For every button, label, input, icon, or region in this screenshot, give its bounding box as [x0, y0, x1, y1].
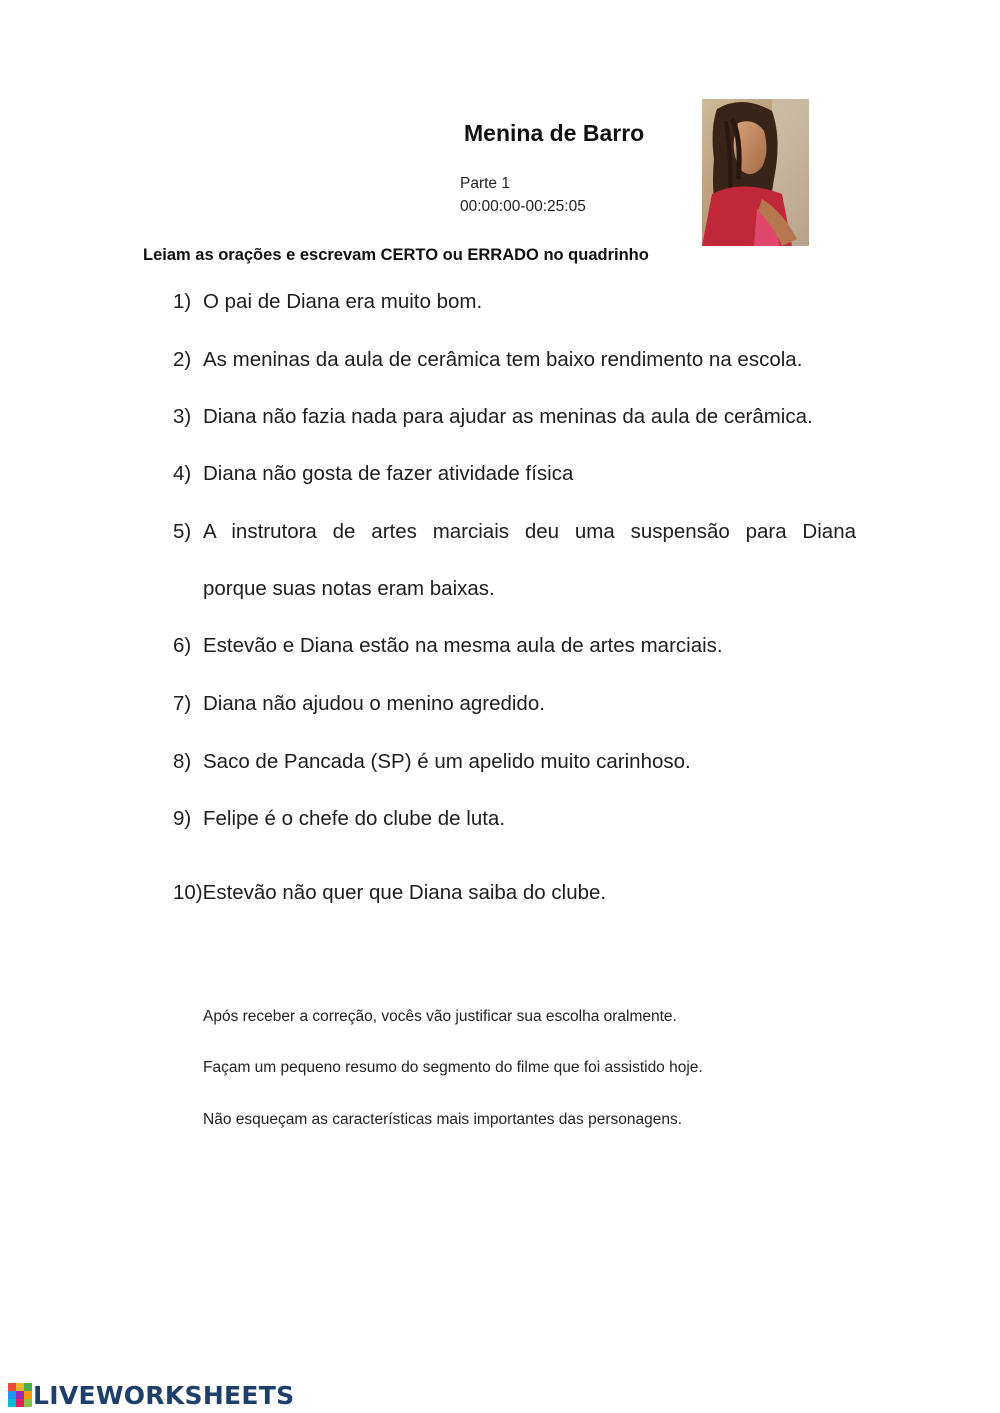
item-text: Estevão não quer que Diana saiba do clube.: [202, 881, 607, 904]
worksheet-title: Menina de Barro: [464, 120, 645, 146]
item-text: As meninas da aula de cerâmica tem baixo rendimento na escola.: [203, 348, 803, 371]
girl-portrait-photo: [702, 99, 809, 246]
note-text: Não esqueçam as características mais importantes das personagens.: [203, 1111, 683, 1128]
list-item: [173, 634, 856, 658]
brand-name: LIVEWORKSHEETS: [33, 1380, 295, 1410]
item-text: A instrutora de artes marciais deu uma suspensão para Diana: [203, 520, 856, 543]
list-item: [173, 881, 856, 905]
liveworksheets-brand[interactable]: [8, 1381, 294, 1409]
note-text: Após receber a correção, vocês vão justificar sua escolha oralmente.: [203, 1008, 677, 1025]
item-text: Felipe é o chefe do clube de luta.: [203, 807, 506, 830]
item-number: 2): [173, 348, 192, 371]
item-number: 4): [173, 462, 192, 485]
list-item: [173, 348, 856, 372]
timecode-label: 00:00:00-00:25:05: [460, 198, 586, 215]
note-text: Façam um pequeno resumo do segmento do filme que foi assistido hoje.: [203, 1059, 703, 1076]
item-number: 6): [173, 634, 192, 657]
list-item: [173, 405, 856, 429]
item-text: Estevão e Diana estão na mesma aula de artes marciais.: [203, 634, 723, 657]
item-number: 3): [173, 405, 192, 428]
liveworksheets-logo-icon: [8, 1383, 32, 1407]
list-item: [173, 462, 856, 486]
item-number: 10): [173, 881, 203, 904]
item-number: 1): [173, 290, 192, 313]
item-text: Saco de Pancada (SP) é um apelido muito carinhoso.: [203, 750, 691, 773]
list-item: [173, 520, 856, 617]
list-item: [173, 750, 856, 774]
list-item: [173, 807, 856, 831]
item-text: Diana não gosta de fazer atividade física: [203, 462, 574, 485]
item-text: O pai de Diana era muito bom.: [203, 290, 483, 313]
item-number: 8): [173, 750, 192, 773]
list-item: [173, 692, 856, 716]
item-text-continued: porque suas notas eram baixas.: [203, 577, 495, 600]
item-text: Diana não ajudou o menino agredido.: [203, 692, 545, 715]
item-number: 5): [173, 520, 192, 543]
part-label: Parte 1: [460, 175, 510, 192]
item-number: 7): [173, 692, 192, 715]
item-text: Diana não fazia nada para ajudar as meninas da aula de cerâmica.: [203, 405, 813, 428]
list-item: [173, 290, 856, 314]
item-number: 9): [173, 807, 192, 830]
instruction-text: Leiam as orações e escrevam CERTO ou ERRADO no quadrinho: [143, 246, 649, 264]
